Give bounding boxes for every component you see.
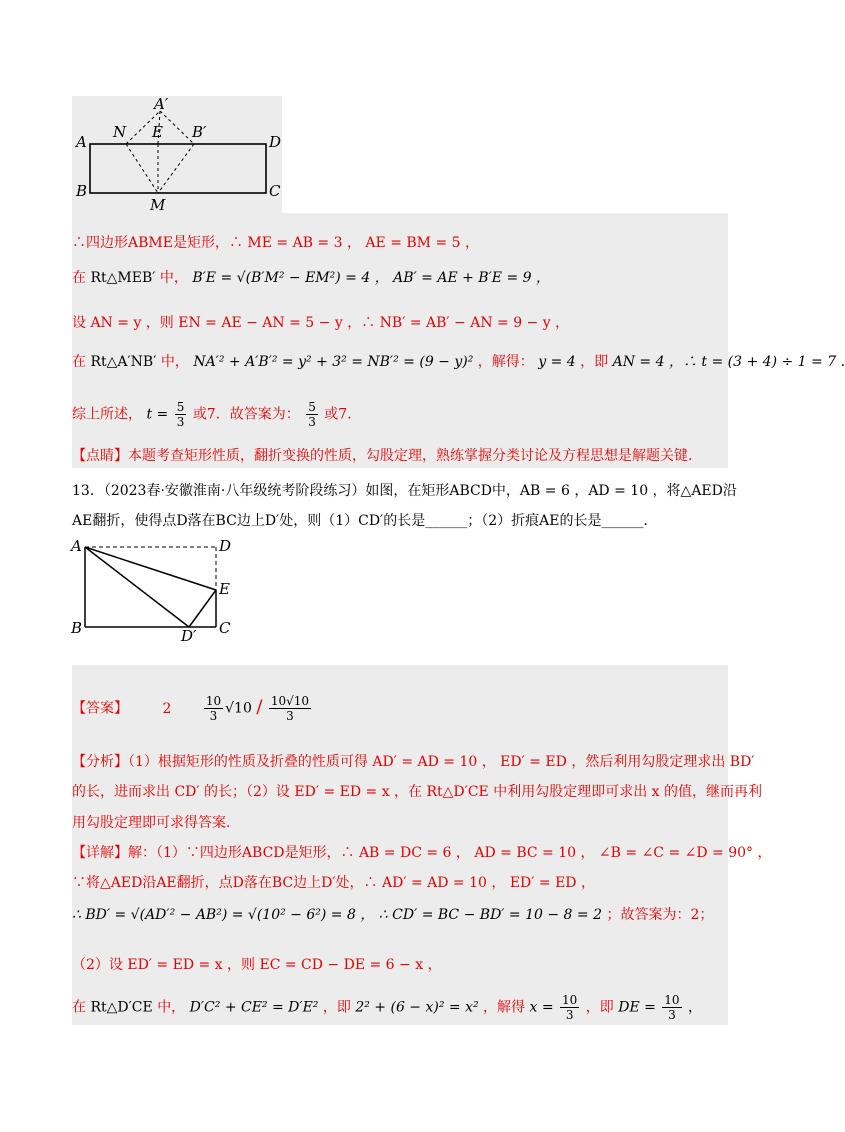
label-D: D — [219, 537, 232, 555]
math: AN = 4 — [612, 354, 665, 370]
analysis-line: 用勾股定理即可求得答案． — [72, 815, 240, 831]
text: ；故答案为：2； — [606, 907, 714, 923]
text: ，即 — [580, 354, 609, 370]
math: D′C² + CE² = D′E² — [189, 999, 319, 1016]
text: （1）根据矩形的性质及折叠的性质可得 AD′ = AD = 10 ， ED′ = ED ，然后利用勾股定理求出 BD′ — [128, 754, 755, 770]
text: 中， — [160, 354, 189, 370]
math: 2² + (6 − x)² = x² — [355, 999, 479, 1016]
solution-line — [72, 400, 361, 429]
text: ，解得： — [477, 354, 534, 370]
figure-rectangle-fold-2 — [68, 535, 248, 645]
analysis-line — [72, 752, 754, 772]
label-E: E — [219, 580, 230, 598]
fraction: $\frac{10}{3}$ — [562, 993, 578, 1022]
fraction: $\frac{5}{3}$ — [176, 400, 185, 429]
answer-tag: 【答案】 — [72, 700, 128, 717]
text: 综上所述， — [72, 406, 142, 423]
math: B′E = √(B′M² − EM²) = 4 ， AB′ = AE + B′E = 9 ， — [192, 270, 550, 286]
text: 解：（1）∵四边形ABCD是矩形，∴ AB = DC = 6 ， AD = BC = 10 ， ∠B = ∠C = ∠D = 90° ， — [128, 845, 772, 861]
math: ，∴ t = (3 + 4) ÷ 1 = 7 . — [668, 354, 845, 370]
text: 在 — [72, 270, 86, 286]
text: ，即 — [585, 999, 614, 1016]
text: ，解得 — [483, 999, 526, 1016]
math: x = — [529, 999, 554, 1016]
fraction: $\frac{10}{3}$ — [664, 993, 680, 1022]
fraction: $\frac{5}{3}$ — [308, 400, 316, 429]
triangle-name: Rt△D′CE — [90, 999, 153, 1016]
separator: / — [256, 696, 263, 718]
text: 在 — [72, 999, 86, 1016]
triangle-name: Rt△MEB′ — [90, 270, 156, 286]
solution-line — [72, 352, 845, 372]
math: NA′² + A′B′² = y² + 3² = NB′² = (9 − y)² — [193, 354, 474, 370]
answer-value: 2 — [162, 700, 172, 717]
text: ，即 — [322, 999, 351, 1016]
detail-line: ∵将△AED沿AE翻折，点D落在BC边上D′处，∴ AD′ = AD = 10 ， ED′ = ED ， — [72, 875, 595, 891]
label-C: C — [219, 619, 231, 637]
text: ， — [688, 999, 703, 1016]
detail-line: （2）设 ED′ = ED = x ，则 EC = CD − DE = 6 − x ， — [72, 957, 442, 973]
text: 或7．故答案为： — [192, 406, 300, 423]
figure-rectangle-fold-1 — [72, 96, 282, 213]
text: 中， — [157, 999, 186, 1016]
solution-line: ∴四边形ABME是矩形，∴ ME = AB = 3 ， AE = BM = 5 ， — [72, 235, 479, 251]
solution-line — [72, 268, 550, 288]
label-A: A — [71, 537, 82, 555]
text: 或7． — [324, 406, 362, 423]
dianjing-tag: 【点睛】 — [72, 448, 128, 464]
fraction: $\frac{10}{3}$ — [205, 694, 222, 723]
label-D-prime: D′ — [181, 627, 197, 645]
text: 中， — [159, 270, 188, 286]
detail-line — [72, 905, 713, 925]
analysis-line: 的长，进而求出 CD′ 的长；（2）设 ED′ = ED = x ，在 Rt△D′CE 中利用勾股定理即可求出 x 的值，继而再利 — [72, 784, 763, 800]
detail-line — [72, 993, 702, 1022]
text: 本题考查矩形性质，翻折变换的性质，勾股定理，熟练掌握分类讨论及方程思想是解题关键． — [128, 448, 702, 464]
triangle-name: Rt△A′NB′ — [90, 354, 157, 370]
detail-line — [72, 843, 772, 863]
label-D: D — [269, 133, 282, 151]
label-B: B — [76, 182, 88, 200]
math: DE = — [618, 999, 656, 1016]
label-A: A — [76, 133, 87, 151]
label-B-prime: B′ — [192, 123, 207, 141]
math: √10 — [225, 700, 252, 717]
math: t = — [146, 406, 169, 423]
math: y = 4 — [538, 354, 576, 370]
fraction: $\frac{10√10}{3}$ — [270, 694, 310, 723]
detail-tag: 【详解】 — [72, 845, 128, 861]
answer-line — [72, 694, 313, 723]
label-M: M — [150, 196, 166, 214]
dianjing-line — [72, 446, 702, 466]
label-B: B — [71, 619, 83, 637]
math: ∴ BD′ = √(AD′² − AB²) = √(10² − 6²) = 8 ， ∴ CD′ = BC − BD′ = 10 − 8 = 2 — [72, 907, 602, 923]
problem-13-line: 13．（2023春·安徽淮南·八年级统考阶段练习）如图，在矩形ABCD中，AB = 6 ，AD = 10 ，将△AED沿 — [72, 483, 737, 499]
problem-13-line: AE翻折，使得点D落在BC边上D′处，则（1）CD′的长是______；（2）折痕AE的长是______． — [72, 513, 658, 529]
label-A-prime: A′ — [154, 95, 169, 113]
solution-line: 设 AN = y ，则 EN = AE − AN = 5 − y ，∴ NB′ = AB′ − AN = 9 − y ， — [72, 315, 570, 331]
text: 在 — [72, 354, 86, 370]
label-C: C — [269, 182, 281, 200]
label-E: E — [152, 123, 163, 141]
label-N: N — [113, 123, 127, 141]
analysis-tag: 【分析】 — [72, 754, 128, 770]
